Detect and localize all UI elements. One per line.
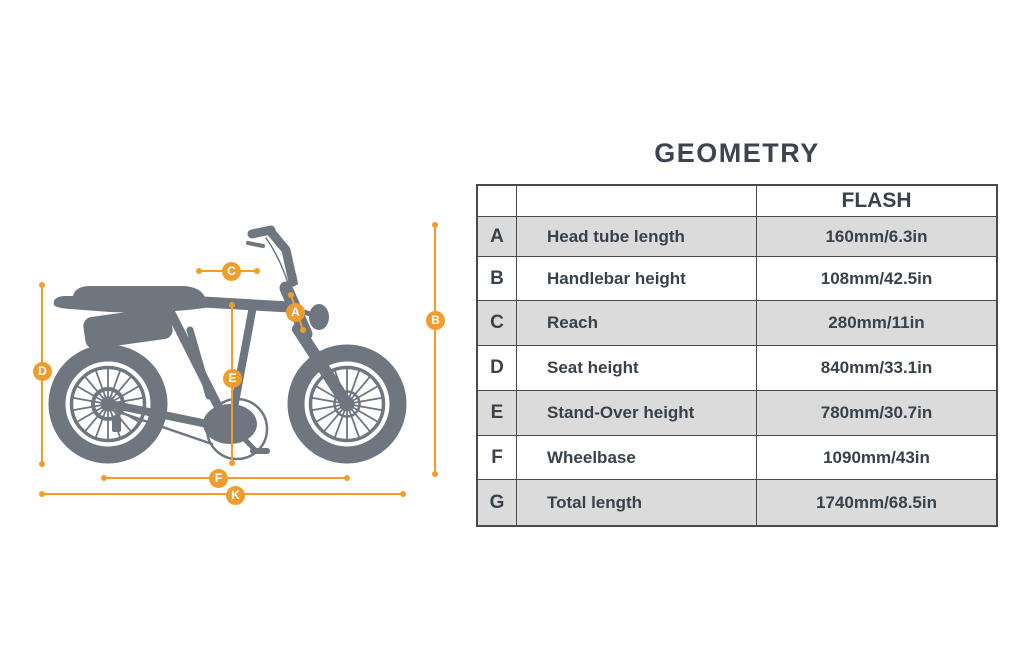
row-name: Wheelbase [517,435,757,479]
row-value: 160mm/6.3in [757,216,996,256]
marker-badge-d: D [33,362,52,381]
page-title: GEOMETRY [654,138,820,168]
row-value: 280mm/11in [757,300,996,345]
marker-badge-e: E [223,369,242,388]
marker-badge-c: C [222,262,241,281]
row-letter: A [478,216,517,256]
row-letter: F [478,435,517,479]
table-corner-cell [478,186,517,216]
row-name: Stand-Over height [517,390,757,435]
marker-badge-b: B [426,311,445,330]
row-value: 1740mm/68.5in [757,479,996,525]
bike-motor [203,399,270,459]
bike-derailleur [112,416,121,432]
table-value-header: FLASH [841,189,912,212]
row-name: Seat height [517,345,757,390]
row-letter: C [478,300,517,345]
row-letter: E [478,390,517,435]
table-spec-header-cell [517,186,757,216]
row-name: Head tube length [517,216,757,256]
row-name: Total length [517,479,757,525]
bike-battery [82,306,174,350]
bike-seat [54,286,205,313]
row-name: Reach [517,300,757,345]
row-value: 780mm/30.7in [757,390,996,435]
row-letter: D [478,345,517,390]
marker-badge-f: F [209,469,228,488]
row-value: 108mm/42.5in [757,256,996,300]
row-value: 840mm/33.1in [757,345,996,390]
row-value: 1090mm/43in [757,435,996,479]
row-name: Handlebar height [517,256,757,300]
dim-line-k [39,491,406,497]
geometry-table [476,184,998,527]
dim-line-b [432,222,438,477]
row-letter: G [478,479,517,525]
marker-badge-k: K [226,486,245,505]
marker-badge-a: A [286,303,305,322]
row-letter: B [478,256,517,300]
